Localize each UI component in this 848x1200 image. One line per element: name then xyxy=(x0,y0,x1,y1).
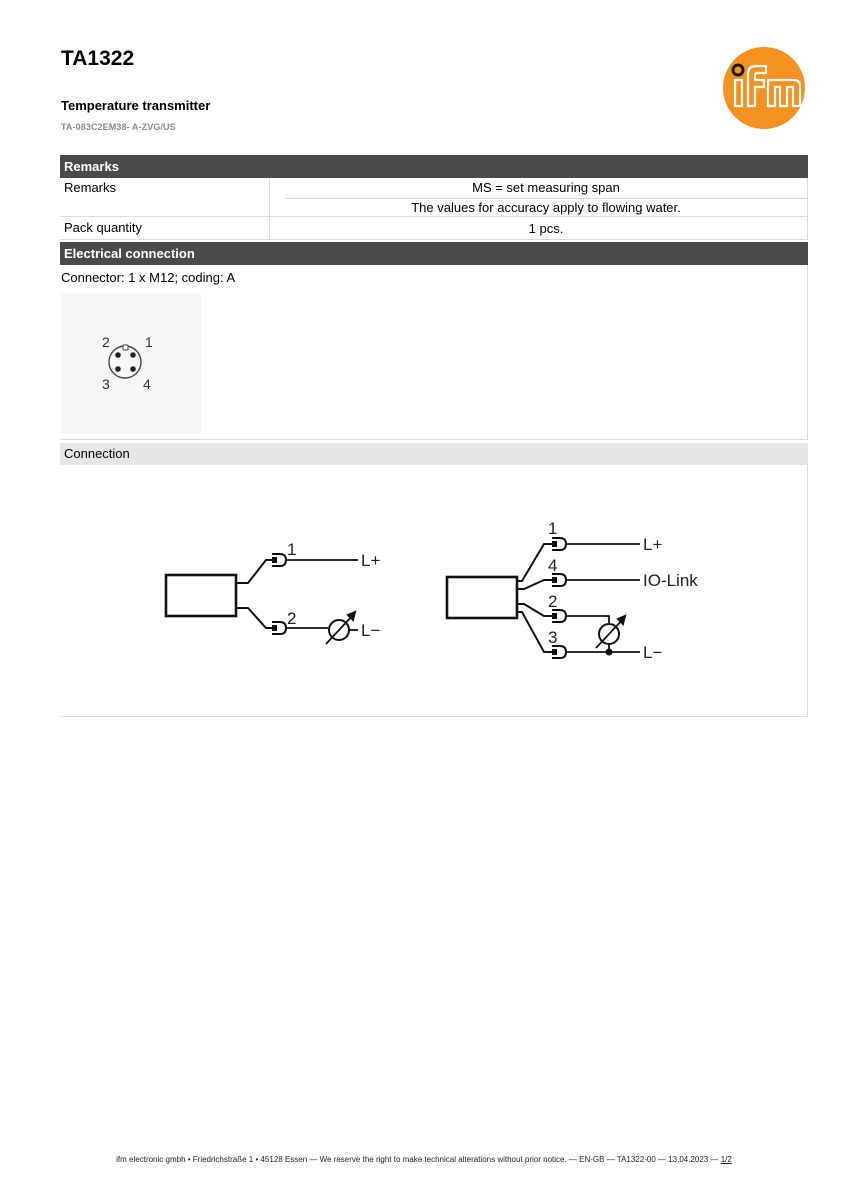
wire-signal-label: L− xyxy=(361,621,381,640)
wire-pin-label: 2 xyxy=(287,609,297,628)
wire-pin-label: 2 xyxy=(548,592,558,611)
column-divider xyxy=(807,178,808,239)
remarks-label: Remarks xyxy=(64,180,117,195)
wire-pin-label: 1 xyxy=(548,519,558,538)
divider xyxy=(60,716,808,717)
wire-signal-label: IO-Link xyxy=(643,571,698,590)
wire-pin-label: 4 xyxy=(548,556,558,575)
wire-signal-label: L− xyxy=(643,643,663,662)
pack-quantity-label: Pack quantity xyxy=(64,220,143,235)
column-divider xyxy=(269,178,270,239)
wire-pin-label: 1 xyxy=(287,540,297,559)
remarks-value-2: The values for accuracy apply to flowing water. xyxy=(411,200,681,215)
electrical-section-header: Electrical connection xyxy=(60,242,808,265)
page-number: 1/2 xyxy=(720,1155,732,1164)
divider xyxy=(60,439,808,440)
pin-label: 3 xyxy=(102,376,110,392)
ifm-logo xyxy=(722,46,806,130)
wire-signal-label: L+ xyxy=(361,551,381,570)
wiring-diagram xyxy=(0,500,848,680)
product-title: TA1322 xyxy=(61,47,135,70)
page-footer xyxy=(0,1155,848,1164)
sensor-body-io-link xyxy=(447,577,517,618)
wire-signal-label: L+ xyxy=(643,535,663,554)
article-code: TA-083C2EM38- A-ZVG/US xyxy=(61,122,176,132)
divider xyxy=(60,239,808,240)
pin-label: 1 xyxy=(145,334,153,350)
pin-label: 2 xyxy=(102,334,110,350)
divider xyxy=(60,216,808,217)
product-subtitle: Temperature transmitter xyxy=(61,98,211,113)
m12-connector-icon xyxy=(61,293,201,433)
pack-quantity-value: 1 pcs. xyxy=(528,221,564,236)
sensor-body xyxy=(166,575,236,616)
wire-pin-label: 3 xyxy=(548,628,558,647)
pin-label: 4 xyxy=(143,376,151,392)
connector-pinout-image xyxy=(61,293,201,433)
remarks-value-1: MS = set measuring span xyxy=(472,180,620,195)
connection-section-header: Connection xyxy=(60,443,808,465)
footer-text: ifm electronic gmbh • Friedrichstraße 1 • 45128 Essen — We reserve the right to make technical alterations without prior notice. — EN-GB — TA1322-00 — 13.04.2023 — xyxy=(116,1155,719,1164)
divider xyxy=(284,198,808,199)
column-divider xyxy=(807,265,808,440)
connector-spec: Connector: 1 x M12; coding: A xyxy=(61,270,236,285)
remarks-section-header: Remarks xyxy=(60,155,808,178)
